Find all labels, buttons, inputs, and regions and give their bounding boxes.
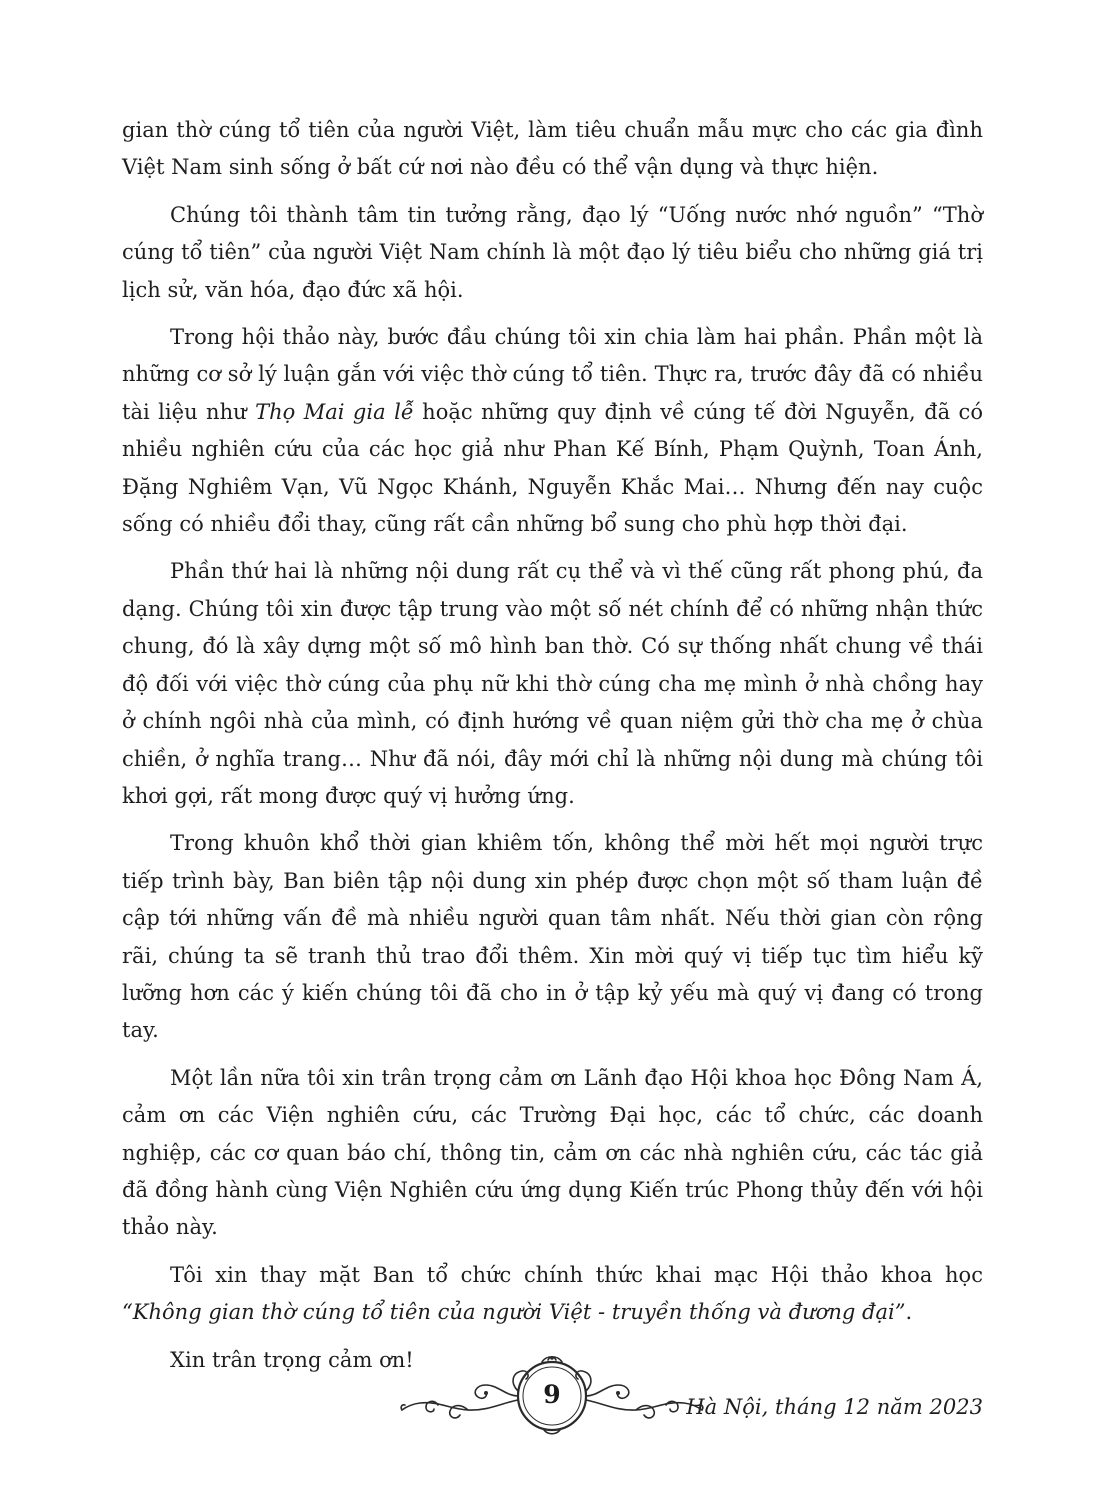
paragraph-7-text-a: Tôi xin thay mặt Ban tổ chức chính thức khai mạc Hội thảo khoa học (170, 1262, 983, 1287)
paragraph-4: Phần thứ hai là những nội dung rất cụ thể và vì thế cũng rất phong phú, đa dạng. Chúng tôi xin được tập trung vào một số nét chính để có những nhận thức chung, đó là xây dựng một số mô hình ban thờ. Có sự thống nhất chung về thái độ đối với việc thờ cúng của phụ nữ khi thờ cúng cha mẹ mình ở nhà chồng hay ở chính ngôi nhà của mình, có định hướng về quan niệm gửi thờ cha mẹ ở chùa chiền, ở nghĩa trang… Như đã nói, đây mới chỉ là những nội dung mà chúng tôi khơi gợi, rất mong được quý vị hưởng ứng. (122, 559, 983, 808)
closing-thanks: Xin trân trọng cảm ơn! (170, 1347, 414, 1372)
book-title-italic: Thọ Mai gia lễ (255, 399, 414, 424)
conference-title-italic: “Không gian thờ cúng tổ tiên của người Việt - truyền thống và đương đại” (122, 1300, 906, 1325)
place-date: Hà Nội, tháng 12 năm 2023 (686, 1395, 983, 1419)
paragraph-7-text-b: . (905, 1300, 913, 1325)
paragraph-7 (122, 1257, 983, 1332)
paragraph-3 (122, 319, 983, 543)
body-text (122, 112, 983, 1436)
paragraph-3-text-b: hoặc những quy định về cúng tế đời Nguyễn, đã có nhiều nghiên cứu của các học giả như Phan Kế Bính, Phạm Quỳnh, Toan Ánh, Đặng Nghiêm Vạn, Vũ Ngọc Khánh, Nguyễn Khắc Mai… Nhưng đến nay cuộc sống có nhiều đổi thay, cũng rất cần những bổ sung cho phù hợp thời đại. (122, 399, 983, 537)
paragraph-5: Trong khuôn khổ thời gian khiêm tốn, không thể mời hết mọi người trực tiếp trình bày, Ban biên tập nội dung xin phép được chọn một số tham luận đề cập tới những vấn đề mà nhiều người quan tâm nhất. Nếu thời gian còn rộng rãi, chúng ta sẽ tranh thủ trao đổi thêm. Xin mời quý vị tiếp tục tìm hiểu kỹ lưỡng hơn các ý kiến chúng tôi đã cho in ở tập kỷ yếu mà quý vị đang có trong tay. (122, 831, 983, 1043)
paragraph-2: Chúng tôi thành tâm tin tưởng rằng, đạo lý “Uống nước nhớ nguồn” “Thờ cúng tổ tiên” của người Việt Nam chính là một đạo lý tiêu biểu cho những giá trị lịch sử, văn hóa, đạo đức xã hội. (122, 202, 983, 302)
paragraph-6: Một lần nữa tôi xin trân trọng cảm ơn Lãnh đạo Hội khoa học Đông Nam Á, cảm ơn các Viện nghiên cứu, các Trường Đại học, các tổ chức, các doanh nghiệp, các cơ quan báo chí, thông tin, cảm ơn các nhà nghiên cứu, các tác giả đã đồng hành cùng Viện Nghiên cứu ứng dụng Kiến trúc Phong thủy đến với hội thảo này. (122, 1065, 983, 1240)
page-number: 9 (543, 1380, 561, 1409)
paragraph-1: gian thờ cúng tổ tiên của người Việt, làm tiêu chuẩn mẫu mực cho các gia đình Việt Nam sinh sống ở bất cứ nơi nào đều có thể vận dụng và thực hiện. (122, 118, 983, 180)
paragraph-3-text-a: Trong hội thảo này, bước đầu chúng tôi xin chia làm hai phần. Phần một là những cơ sở lý luận gắn với việc thờ cúng tổ tiên. Thực ra, trước đây đã có nhiều tài liệu như (122, 325, 983, 424)
